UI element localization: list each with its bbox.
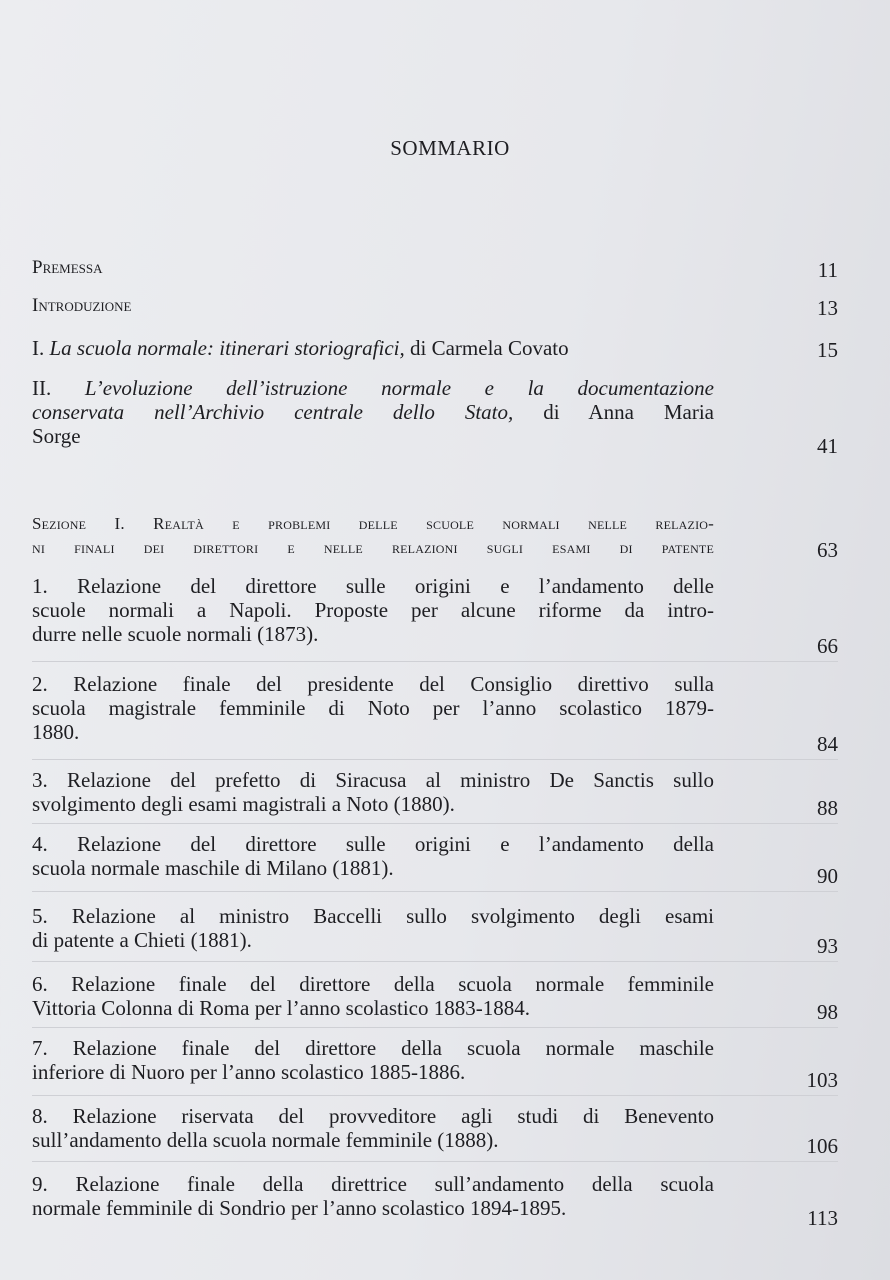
page-number: 93 [817,934,838,958]
toc-section-heading [32,512,714,560]
page-number: 98 [817,1000,838,1024]
toc-item-7 [32,1036,714,1084]
page-title: SOMMARIO [390,136,510,160]
divider [32,1161,838,1162]
divider [32,823,838,824]
item-line: 1. Relazione del direttore sulle origini e l’andamento delle [32,574,714,598]
item-line: 4. Relazione del direttore sulle origini e l’andamento della [32,832,714,856]
toc-item-3 [32,768,714,816]
toc-item-5 [32,904,714,952]
toc-entry-premessa [32,254,714,280]
divider [32,1027,838,1028]
page-number: 106 [806,1134,838,1158]
chapter-author: di Anna Maria [543,400,715,424]
toc-entry-chapter-1 [32,336,714,360]
item-line: normale femminile di Sondrio per l’anno scolastico 1894-1895. [32,1196,567,1220]
item-line: scuole normali a Napoli. Proposte per alcune riforme da intro- [32,598,714,622]
item-line: 2. Relazione finale del presidente del Consiglio direttivo sulla [32,672,714,696]
toc-item-1 [32,574,714,646]
divider [32,1095,838,1096]
page-number: 15 [817,338,838,362]
toc-item-4 [32,832,714,880]
chapter-title-line: conservata nell’Archivio centrale dello Stato, [32,400,514,424]
toc-item-2 [32,672,714,744]
item-line: 1880. [32,720,80,744]
page-number: 88 [817,796,838,820]
item-line: 7. Relazione finale del direttore della scuola normale maschile [32,1036,714,1060]
item-line: inferiore di Nuoro per l’anno scolastico 1885-1886. [32,1060,466,1084]
item-line: 9. Relazione finale della direttrice sull’andamento della scuola [32,1172,714,1196]
page-number: 113 [807,1206,838,1230]
divider [32,759,838,760]
divider [32,961,838,962]
toc-label: Introduzione [32,295,132,316]
page-number: 63 [817,538,838,562]
page-number: 11 [817,258,838,282]
item-line: 5. Relazione al ministro Baccelli sullo svolgimento degli esami [32,904,714,928]
item-line: di patente a Chieti (1881). [32,928,252,952]
toc-item-9 [32,1172,714,1220]
chapter-number: II. [32,376,52,400]
toc-item-8 [32,1104,714,1152]
section-line: Sezione I. Realtà e problemi delle scuole normali nelle relazio- [32,514,714,533]
toc-entry-chapter-2 [32,376,714,448]
page-number: 90 [817,864,838,888]
item-line: durre nelle scuole normali (1873). [32,622,319,646]
chapter-author: di Carmela Covato [410,336,569,360]
toc-label: Premessa [32,257,103,278]
section-line: ni finali dei direttori e nelle relazioni sugli esami di patente [32,538,714,557]
toc-entry-introduzione [32,292,714,318]
item-line: 3. Relazione del prefetto di Siracusa al ministro De Sanctis sullo [32,768,714,792]
page-number: 41 [817,434,838,458]
chapter-title-line: L’evoluzione dell’istruzione normale e la documentazione [84,376,715,400]
item-line: svolgimento degli esami magistrali a Noto (1880). [32,792,455,816]
item-line: scuola normale maschile di Milano (1881). [32,856,394,880]
item-line: 8. Relazione riservata del provveditore agli studi di Benevento [32,1104,714,1128]
chapter-author-continued: Sorge [32,424,81,448]
page-number: 66 [817,634,838,658]
divider [32,661,838,662]
page-number: 103 [806,1068,838,1092]
chapter-number: I. [32,336,45,360]
chapter-title: La scuola normale: itinerari storiografici, [49,336,405,360]
divider [32,891,838,892]
page-number: 13 [817,296,838,320]
item-line: sull’andamento della scuola normale femminile (1888). [32,1128,499,1152]
toc-item-6 [32,972,714,1020]
page-number: 84 [817,732,838,756]
item-line: scuola magistrale femminile di Noto per l’anno scolastico 1879- [32,696,714,720]
item-line: 6. Relazione finale del direttore della scuola normale femminile [32,972,714,996]
item-line: Vittoria Colonna di Roma per l’anno scolastico 1883-1884. [32,996,530,1020]
